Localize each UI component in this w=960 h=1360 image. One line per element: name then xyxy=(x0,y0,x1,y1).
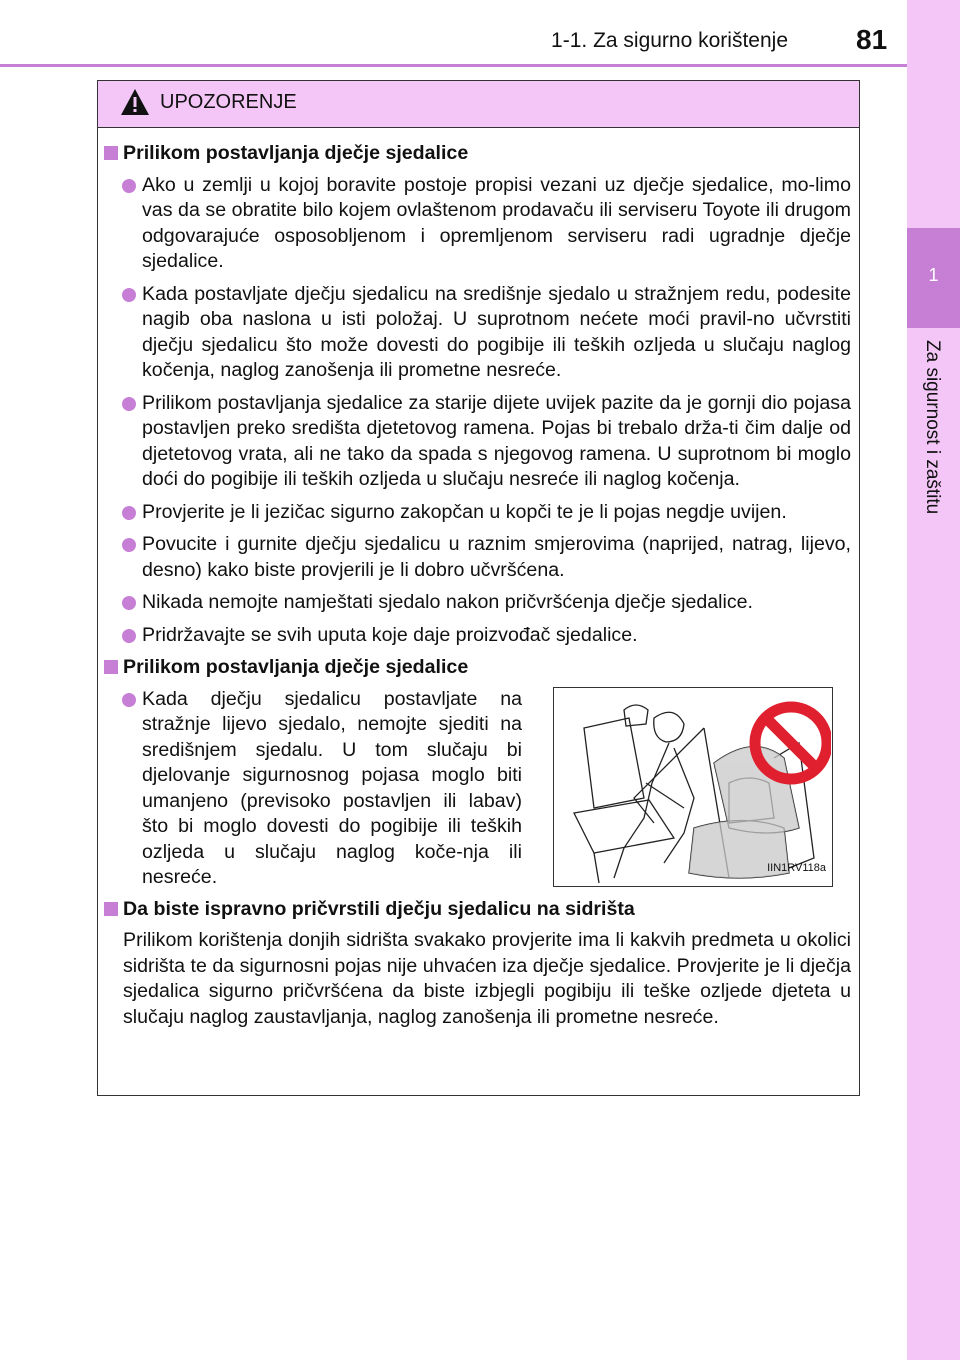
list-item-text: Kada dječju sjedalicu postavljate na stražnje lijevo sjedalo, nemojte sjediti na središnjem sjedalu. U tom slučaju bi djelovanje sigurnosnog pojasa moglo biti umanjeno (previsoko postavljen ili labav) što bi moglo dovesti do pogibije ili teških ozljeda u slučaju naglog koče-nja ili nesreće. xyxy=(142,687,522,888)
warning-content xyxy=(98,141,859,1030)
bullet-dot-icon xyxy=(122,538,136,552)
section-heading xyxy=(98,655,859,681)
square-bullet-icon xyxy=(104,146,118,160)
warning-label: UPOZORENJE xyxy=(160,91,297,113)
list-item-text: Nikada nemojte namještati sjedalo nakon pričvršćenja dječje sjedalice. xyxy=(142,591,753,613)
bullet-dot-icon xyxy=(122,629,136,643)
list-item xyxy=(98,500,859,526)
bullet-dot-icon xyxy=(122,596,136,610)
bullet-dot-icon xyxy=(122,506,136,520)
warning-header xyxy=(98,81,859,128)
section-heading-text: Prilikom postavljanja dječje sjedalice xyxy=(123,142,469,164)
list-item xyxy=(98,282,859,384)
list-item xyxy=(98,532,859,583)
list-item xyxy=(98,173,859,275)
section-heading-text: Da biste ispravno pričvrstili dječju sjedalicu na sidrišta xyxy=(123,897,635,920)
warning-triangle-icon xyxy=(120,88,150,116)
chapter-label: Za sigurnost i zaštitu xyxy=(922,340,943,515)
prohibited-icon xyxy=(755,707,827,779)
square-bullet-icon xyxy=(104,660,118,674)
bullet-dot-icon xyxy=(122,693,136,707)
warning-box xyxy=(97,80,860,1096)
chapter-side-tab xyxy=(907,0,960,1360)
list-item xyxy=(98,687,522,891)
list-item-text: Ako u zemlji u kojoj boravite postoje propisi vezani uz dječje sjedalice, mo-limo vas da se obratite bilo kojem ovlaštenom prodavaču ili serviseru Toyote ili drugom odgovarajuće osposobljenom i opremljenom serviseru radi ugradnje dječje sjedalice. xyxy=(142,173,851,272)
list-item xyxy=(98,623,859,649)
section-paragraph: Prilikom korištenja donjih sidrišta svakako provjerite ima li kakvih predmeta u okolici sidrišta te da sigurnosni pojas nije uhvaćen iza dječje sjedalice. Provjerite je li dječja sjedalica sigurno pričvršćena da biste izbjegli pogibiju ili teške ozljede djeteta u slučaju naglog zaustavljanja, naglog zanošenja ili prometne nesreće. xyxy=(123,929,851,1028)
list-item-text: Provjerite je li jezičac sigurno zakopčan u kopči te je li pojas negdje uvijen. xyxy=(142,500,787,523)
bullet-dot-icon xyxy=(122,397,136,411)
figure-row xyxy=(98,687,859,897)
section-heading-text: Prilikom postavljanja dječje sjedalice xyxy=(123,656,469,678)
chapter-number: 1 xyxy=(928,265,939,285)
bullet-dot-icon xyxy=(122,288,136,302)
section-heading xyxy=(98,141,859,167)
bullet-dot-icon xyxy=(122,179,136,193)
square-bullet-icon xyxy=(104,902,118,916)
child-seat-illustration xyxy=(553,687,833,887)
section-heading xyxy=(98,897,859,923)
running-header: 1-1. Za sigurno korištenje xyxy=(551,29,788,52)
figure-code: IIN1RV118a xyxy=(767,862,826,874)
list-item-text: Povucite i gurnite dječju sjedalicu u raznim smjerovima (naprijed, natrag, lijevo, desno) kako biste provjerili je li dobro učvršćena. xyxy=(142,533,851,581)
list-item xyxy=(98,391,859,493)
page-number: 81 xyxy=(856,24,888,55)
child-seat-drawing xyxy=(554,688,831,885)
list-item-text: Prilikom postavljanja sjedalice za starije dijete uvijek pazite da je gornji dio pojasa postavljen preko središta djetetovog ramena. Pojas bi trebalo drža-ti čim dalje od djetetovog vrata, ali ne tako da spada s njegovog ramena. U suprotnom bi moglo doći do pogibije ili teških ozljeda u slučaju nesreće ili naglog kočenja. xyxy=(142,391,851,490)
header-rule xyxy=(0,64,907,67)
list-item xyxy=(98,590,859,616)
list-item-text: Pridržavajte se svih uputa koje daje proizvođač sjedalice. xyxy=(142,623,638,646)
list-item-text: Kada postavljate dječju sjedalicu na središnje sjedalo u stražnjem redu, podesite nagib oba naslona u isti položaj. U suprotnom nećete moći pravil-no učvrstiti dječju sjedalicu što može dovesti do pogibije ili teških ozljeda u slučaju naglog kočenja, naglog zanošenja ili prometne nesreće. xyxy=(142,282,851,381)
